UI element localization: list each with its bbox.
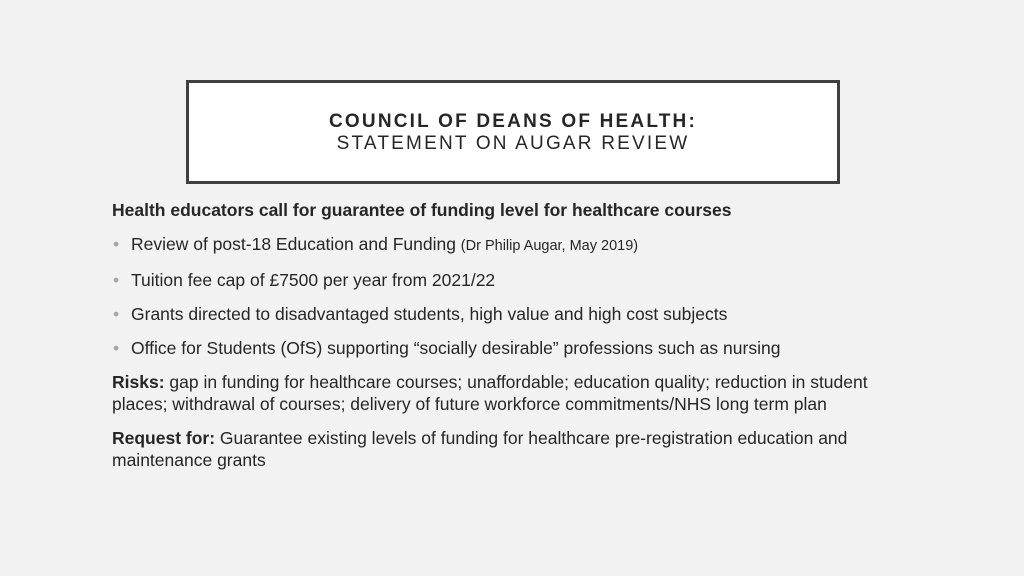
bullet-item (112, 337, 902, 359)
bullet-text: Office for Students (OfS) supporting “socially desirable” professions such as nursing (131, 338, 781, 358)
bullet-icon: • (113, 304, 120, 324)
slide-subtitle: STATEMENT ON AUGAR REVIEW (336, 133, 690, 154)
bullet-icon: • (113, 234, 120, 254)
request-label: Request for: (112, 428, 216, 448)
bullet-item (112, 303, 902, 325)
title-box (186, 80, 840, 184)
bullet-item (112, 233, 902, 257)
request-text: Guarantee existing levels of funding for healthcare pre-registration education and maintenance grants (112, 428, 848, 470)
slide-content (112, 199, 902, 483)
bullet-text: Tuition fee cap of £7500 per year from 2021/22 (131, 270, 496, 290)
heading: Health educators call for guarantee of funding level for healthcare courses (112, 200, 732, 220)
slide-title: COUNCIL OF DEANS OF HEALTH: (329, 111, 697, 132)
bullet-text: Review of post-18 Education and Funding (131, 234, 461, 254)
bullet-note: (Dr Philip Augar, May 2019) (460, 238, 639, 254)
risks-text: gap in funding for healthcare courses; unaffordable; education quality; reduction in student places; withdrawal of courses; delivery of future workforce commitments/NHS long term plan (112, 372, 868, 414)
bullet-item (112, 269, 902, 291)
request-paragraph (112, 427, 902, 471)
risks-label: Risks: (112, 372, 165, 392)
bullet-text: Grants directed to disadvantaged students, high value and high cost subjects (131, 304, 728, 324)
bullet-icon: • (113, 338, 120, 358)
bullet-icon: • (113, 270, 120, 290)
risks-paragraph (112, 371, 902, 415)
